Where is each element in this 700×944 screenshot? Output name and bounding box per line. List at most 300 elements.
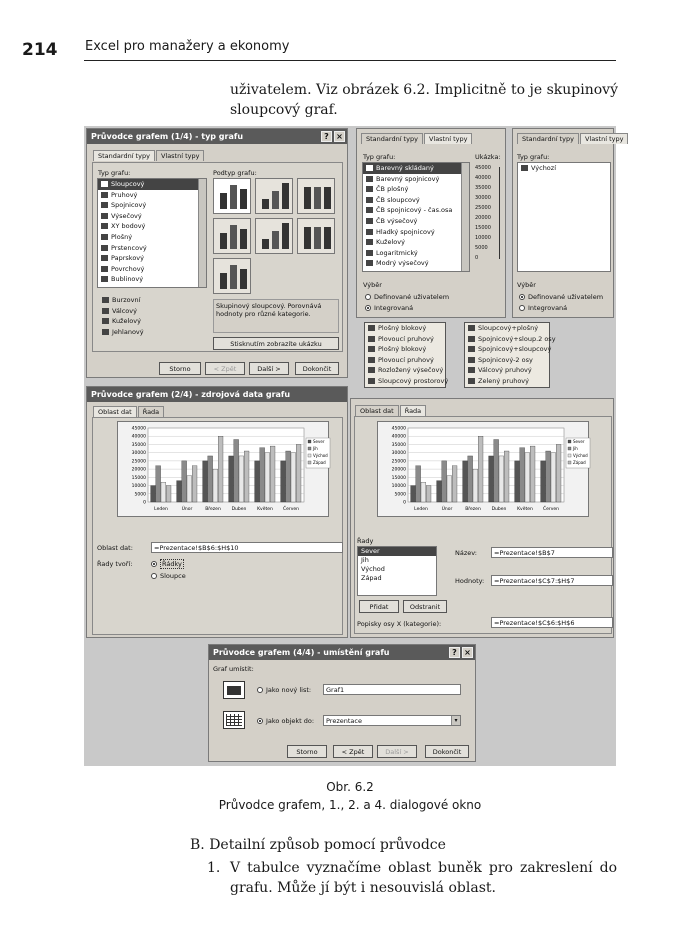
sample-axis bbox=[475, 165, 505, 265]
series-list[interactable] bbox=[357, 546, 437, 596]
bar bbox=[244, 451, 249, 502]
list-item[interactable] bbox=[365, 365, 445, 376]
figure-caption-title: Obr. 6.2 bbox=[326, 780, 374, 794]
custom-types-panel bbox=[356, 128, 506, 318]
list-item-label: Spojnicový+sloupcový bbox=[478, 345, 552, 354]
y-tick-label: 30000 bbox=[391, 451, 406, 457]
chart-type-icon bbox=[368, 378, 375, 384]
y-tick-label: 30000 bbox=[131, 451, 146, 457]
subtype-option[interactable] bbox=[213, 258, 251, 294]
select-label: Výběr bbox=[517, 281, 536, 289]
list-item[interactable] bbox=[465, 376, 549, 387]
help-icon[interactable]: ? bbox=[449, 647, 460, 658]
list-item[interactable] bbox=[465, 334, 556, 345]
help-icon[interactable]: ? bbox=[321, 131, 332, 142]
dialog-step2-titlebar bbox=[87, 387, 347, 402]
subtype-option[interactable] bbox=[213, 218, 251, 254]
tab-standard-types[interactable]: Standardní typy bbox=[517, 133, 579, 144]
chart-type-icon bbox=[468, 346, 475, 352]
subtype-bar bbox=[314, 227, 321, 249]
subtype-bar bbox=[282, 183, 289, 209]
chart-type-icon bbox=[468, 367, 475, 373]
chart-type-icon bbox=[366, 218, 373, 224]
bar bbox=[447, 476, 452, 502]
list-item[interactable] bbox=[99, 306, 144, 317]
list-item-label: Burzovní bbox=[112, 296, 141, 304]
list-item[interactable] bbox=[98, 243, 206, 254]
list-item-label: Plovoucí pruhový bbox=[378, 334, 434, 343]
list-item[interactable] bbox=[98, 253, 206, 264]
chart-type-icon bbox=[368, 325, 375, 331]
list-item-label: Kuželový bbox=[112, 317, 141, 326]
bar bbox=[489, 456, 494, 502]
bar bbox=[426, 486, 431, 502]
bar bbox=[192, 466, 197, 502]
list-item-label: Barevný spojnicový bbox=[376, 174, 440, 183]
page-number: 214 bbox=[22, 40, 58, 60]
axis-tick-label: 10000 bbox=[475, 235, 491, 241]
dialog-step1 bbox=[86, 128, 348, 378]
option-object[interactable] bbox=[257, 717, 314, 725]
series-values-label: Hodnoty: bbox=[455, 577, 485, 585]
dialog-step1-title: Průvodce grafem (1/4) - typ grafu bbox=[91, 132, 244, 141]
bar bbox=[473, 469, 478, 502]
chart-preview bbox=[117, 421, 329, 517]
option-rows-label: Řádky bbox=[162, 560, 182, 568]
chart-type-icon bbox=[366, 260, 373, 266]
figure-6-2 bbox=[84, 126, 624, 766]
chart-type-icon bbox=[101, 181, 108, 187]
list-item[interactable] bbox=[465, 365, 549, 376]
chart-type-icon bbox=[366, 176, 373, 182]
legend-label: Západ bbox=[313, 460, 326, 465]
bar bbox=[291, 453, 296, 502]
subtype-bar bbox=[220, 233, 227, 249]
chart-type-icon bbox=[368, 367, 375, 373]
subtype-bar bbox=[230, 185, 237, 209]
series-name-field[interactable] bbox=[491, 547, 613, 558]
subtype-bar bbox=[262, 199, 269, 209]
step-number: 1. bbox=[207, 860, 221, 876]
chart-type-icon bbox=[368, 357, 375, 363]
object-sheet-select[interactable] bbox=[323, 715, 461, 726]
chart-type-icon bbox=[101, 255, 108, 261]
list-item[interactable] bbox=[98, 190, 206, 201]
list-item-label: Bublinový bbox=[111, 275, 144, 284]
list-item[interactable] bbox=[363, 184, 469, 195]
list-item-label: Jehlanový bbox=[112, 327, 144, 336]
axis-tick-label: 30000 bbox=[475, 195, 491, 201]
chart-type-scrollbar[interactable] bbox=[198, 179, 206, 287]
subtype-bar bbox=[282, 223, 289, 249]
bar bbox=[463, 461, 468, 502]
x-tick-label: Květen bbox=[517, 507, 533, 512]
finish-button[interactable]: Dokončit bbox=[295, 362, 339, 375]
y-tick-label: 25000 bbox=[131, 459, 146, 465]
dialog-step2-series bbox=[350, 398, 614, 638]
x-tick-label: Červen bbox=[542, 507, 560, 512]
y-tick-label: 45000 bbox=[391, 426, 406, 432]
y-tick-label: 0 bbox=[403, 500, 406, 506]
bar bbox=[452, 466, 457, 502]
chart-type-icon bbox=[101, 223, 108, 229]
dialog-step4 bbox=[208, 644, 476, 762]
x-tick-label: Březen bbox=[205, 507, 221, 512]
chart-type-icon bbox=[366, 229, 373, 235]
next-button[interactable]: Další > bbox=[249, 362, 289, 375]
back-button[interactable]: < Zpět bbox=[333, 745, 373, 758]
series-label: Řady bbox=[357, 537, 374, 545]
tab-data-range[interactable]: Oblast dat bbox=[93, 406, 137, 417]
legend-label: Západ bbox=[573, 460, 586, 465]
list-item[interactable] bbox=[99, 295, 144, 306]
series-name-value: =Prezentace!$B$7 bbox=[494, 549, 555, 557]
list-item-label: Logaritmický bbox=[376, 248, 418, 257]
subtype-bar bbox=[314, 187, 321, 209]
list-item-label: ČB plošný bbox=[376, 185, 409, 194]
dialog-step2 bbox=[86, 386, 348, 638]
object-sheet-value: Prezentace bbox=[326, 717, 362, 725]
list-item-label: Paprskový bbox=[111, 254, 144, 263]
legend-swatch bbox=[308, 454, 311, 457]
list-item[interactable]: Jih bbox=[361, 556, 369, 564]
option-user-defined[interactable] bbox=[365, 293, 449, 301]
bar bbox=[478, 436, 483, 502]
chart-type-icon bbox=[368, 336, 375, 342]
back-button[interactable]: < Zpět bbox=[205, 362, 245, 375]
radio-icon bbox=[257, 718, 263, 724]
list-item[interactable] bbox=[98, 200, 206, 211]
new-sheet-icon bbox=[223, 681, 245, 699]
legend-swatch bbox=[568, 440, 571, 443]
tab-custom-types[interactable]: Vlastní typy bbox=[424, 133, 473, 144]
bar bbox=[177, 481, 182, 502]
bar bbox=[286, 451, 291, 502]
option-columns[interactable] bbox=[151, 572, 186, 580]
list-item-label: Pruhový bbox=[111, 190, 138, 199]
bar bbox=[265, 453, 270, 502]
y-tick-label: 10000 bbox=[391, 484, 406, 490]
close-icon[interactable]: × bbox=[334, 131, 345, 142]
list-item-label: Povrchový bbox=[111, 264, 145, 273]
list-item[interactable] bbox=[99, 327, 144, 338]
chart-type-icon bbox=[468, 336, 475, 342]
tab-series[interactable]: Řada bbox=[138, 406, 164, 417]
list-item[interactable] bbox=[98, 211, 206, 222]
y-tick-label: 20000 bbox=[131, 467, 146, 473]
list-item-label: Barevný skládaný bbox=[376, 164, 434, 172]
bar bbox=[281, 461, 286, 502]
chart-type-icon bbox=[366, 250, 373, 256]
bar bbox=[255, 461, 260, 502]
bar bbox=[530, 446, 535, 502]
list-item-label: Spojnicový bbox=[111, 201, 147, 210]
bar bbox=[504, 451, 509, 502]
subtype-bar bbox=[220, 193, 227, 209]
legend-label: Východ bbox=[313, 453, 328, 458]
list-item[interactable] bbox=[363, 195, 469, 206]
bar bbox=[156, 466, 161, 502]
cancel-button[interactable]: Storno bbox=[287, 745, 327, 758]
subtype-bar bbox=[262, 239, 269, 249]
data-range-label: Oblast dat: bbox=[97, 544, 133, 552]
chevron-down-icon[interactable]: ▾ bbox=[451, 716, 460, 725]
legend-swatch bbox=[308, 447, 311, 450]
bar bbox=[166, 486, 171, 502]
list-item-label: ČB spojnicový - čas.osa bbox=[376, 206, 453, 215]
bar bbox=[515, 461, 520, 502]
bar bbox=[260, 448, 265, 502]
list-item-label: Sloupcový bbox=[111, 180, 145, 188]
subtype-description-text: Skupinový sloupcový. Porovnává hodnoty pro různé kategorie. bbox=[216, 302, 322, 318]
chart-svg bbox=[118, 422, 330, 518]
legend-label: Východ bbox=[573, 453, 588, 458]
list-item-label: Modrý výsečový bbox=[376, 259, 429, 268]
list-item-label: ČB výsečový bbox=[376, 216, 418, 225]
chart-svg bbox=[378, 422, 590, 518]
x-tick-label: Leden bbox=[154, 507, 168, 512]
x-tick-label: Únor bbox=[441, 507, 453, 512]
close-icon[interactable]: × bbox=[462, 647, 473, 658]
bar bbox=[161, 482, 166, 502]
list-item-label: Plošný blokový bbox=[378, 324, 427, 332]
option-new-sheet[interactable] bbox=[257, 686, 311, 694]
section-heading: B. Detailní způsob pomocí průvodce bbox=[190, 837, 446, 853]
y-tick-label: 35000 bbox=[391, 442, 406, 448]
list-item-label: Válcový pruhový bbox=[478, 366, 532, 375]
bar bbox=[416, 466, 421, 502]
chart-type-icon bbox=[366, 186, 373, 192]
category-labels-value: =Prezentace!$C$6:$H$6 bbox=[494, 619, 575, 627]
list-item[interactable] bbox=[365, 334, 445, 345]
tab-series[interactable]: Řada bbox=[400, 405, 426, 416]
tab-standard-types[interactable]: Standardní typy bbox=[361, 133, 423, 144]
list-item-label: ČB sloupcový bbox=[376, 195, 420, 204]
preview-button[interactable]: Stisknutím zobrazíte ukázku bbox=[213, 337, 339, 350]
axis-tick-label: 20000 bbox=[475, 215, 491, 221]
axis-line bbox=[499, 167, 500, 259]
subtype-option[interactable] bbox=[297, 178, 335, 214]
bar bbox=[556, 444, 561, 502]
sample-label: Ukázka: bbox=[475, 153, 501, 161]
list-item[interactable] bbox=[99, 316, 144, 327]
bar bbox=[234, 440, 239, 502]
tab-custom-types[interactable]: Vlastní typy bbox=[580, 133, 629, 144]
legend-label: Jih bbox=[573, 446, 578, 451]
chart-type-icon bbox=[366, 165, 373, 171]
select-label: Výběr bbox=[363, 281, 382, 289]
placement-group-label: Graf umístit: bbox=[213, 665, 254, 673]
chart-type-icon bbox=[368, 346, 375, 352]
list-item-label: Válcový bbox=[112, 306, 137, 315]
tab-data-range[interactable]: Oblast dat bbox=[355, 405, 399, 416]
subtype-bar bbox=[272, 231, 279, 249]
chart-type-icon bbox=[101, 234, 108, 240]
custom-types-panel-2 bbox=[512, 128, 624, 318]
list-item[interactable] bbox=[365, 323, 445, 334]
bar bbox=[187, 476, 192, 502]
finish-button[interactable]: Dokončit bbox=[425, 745, 469, 758]
axis-tick-label: 0 bbox=[475, 255, 479, 261]
list-item[interactable]: Sever bbox=[358, 547, 436, 556]
bar bbox=[494, 440, 499, 502]
list-item[interactable] bbox=[518, 163, 610, 174]
legend-swatch bbox=[568, 447, 571, 450]
y-tick-label: 40000 bbox=[391, 434, 406, 440]
y-tick-label: 5000 bbox=[134, 492, 146, 498]
bar bbox=[151, 486, 156, 502]
chart-type-list[interactable] bbox=[97, 178, 207, 288]
popup-list-1 bbox=[364, 322, 449, 388]
x-tick-label: Květen bbox=[257, 507, 273, 512]
new-sheet-name-field[interactable] bbox=[323, 684, 461, 695]
bar bbox=[270, 446, 275, 502]
figure-caption-subtitle: Průvodce grafem, 1., 2. a 4. dialogové okno bbox=[218, 798, 482, 812]
legend-swatch bbox=[308, 461, 311, 464]
option-rows[interactable] bbox=[151, 560, 184, 568]
legend-swatch bbox=[568, 461, 571, 464]
list-item[interactable]: Západ bbox=[361, 574, 382, 582]
list-item[interactable] bbox=[465, 344, 552, 355]
bar bbox=[239, 456, 244, 502]
intro-paragraph: uživatelem. Viz obrázek 6.2. Implicitně to je skupinový sloupcový graf. bbox=[230, 82, 618, 118]
list-item[interactable] bbox=[363, 205, 469, 216]
bar bbox=[296, 444, 301, 502]
list-item-label: Zelený pruhový bbox=[478, 376, 529, 385]
object-sheet-icon bbox=[223, 711, 245, 729]
dialog-step1-titlebar bbox=[87, 129, 347, 144]
subtype-bar bbox=[220, 273, 227, 289]
cancel-button[interactable]: Storno bbox=[159, 362, 201, 375]
custom-type-scrollbar[interactable] bbox=[461, 163, 469, 271]
list-item[interactable] bbox=[465, 323, 549, 334]
list-item[interactable] bbox=[98, 221, 206, 232]
axis-tick-label: 5000 bbox=[475, 245, 488, 251]
list-item-label: Spojnicový-2 osy bbox=[478, 355, 533, 364]
dialog-step4-title: Průvodce grafem (4/4) - umístění grafu bbox=[213, 648, 390, 657]
bar bbox=[551, 453, 556, 502]
category-labels-label: Popisky osy X (kategorie): bbox=[357, 620, 442, 628]
chart-preview bbox=[377, 421, 589, 517]
bar bbox=[437, 481, 442, 502]
list-item-label: Plošný bbox=[111, 232, 133, 241]
tab-standard-types[interactable]: Standardní typy bbox=[93, 150, 155, 161]
option-object-label: Jako objekt do: bbox=[266, 717, 315, 725]
bar bbox=[213, 469, 218, 502]
chart-type-icon bbox=[101, 276, 108, 282]
custom-type-list-2[interactable] bbox=[517, 162, 611, 272]
y-tick-label: 20000 bbox=[391, 467, 406, 473]
list-item-label: Rozložený výsečový bbox=[378, 366, 444, 375]
popup-list-2 bbox=[464, 322, 556, 388]
chart-type-icon bbox=[366, 197, 373, 203]
subtype-option[interactable] bbox=[213, 178, 251, 214]
series-name-label: Název: bbox=[455, 549, 477, 557]
subtype-label: Podtyp grafu: bbox=[213, 169, 257, 177]
list-item[interactable] bbox=[98, 274, 206, 285]
list-item[interactable] bbox=[363, 237, 469, 248]
list-item[interactable] bbox=[365, 355, 445, 366]
option-builtin-label: Integrovaná bbox=[374, 304, 414, 312]
bar bbox=[229, 456, 234, 502]
dialog-step4-titlebar bbox=[209, 645, 475, 660]
category-labels-field[interactable] bbox=[491, 617, 613, 628]
list-item[interactable] bbox=[363, 163, 469, 174]
list-item[interactable] bbox=[465, 355, 549, 366]
radio-icon bbox=[519, 305, 525, 311]
bar bbox=[520, 448, 525, 502]
x-tick-label: Březen bbox=[465, 507, 481, 512]
axis-tick-label: 25000 bbox=[475, 205, 491, 211]
next-button[interactable]: Další > bbox=[377, 745, 417, 758]
data-range-field[interactable] bbox=[151, 542, 343, 553]
bar bbox=[468, 456, 473, 502]
type-label: Typ grafu: bbox=[363, 153, 396, 161]
option-user-defined[interactable] bbox=[519, 293, 603, 301]
y-tick-label: 15000 bbox=[391, 475, 406, 481]
bar bbox=[499, 456, 504, 502]
chart-type-icon bbox=[468, 357, 475, 363]
custom-type-list[interactable] bbox=[362, 162, 470, 272]
subtype-option[interactable] bbox=[255, 178, 293, 214]
list-item[interactable] bbox=[363, 248, 469, 259]
subtype-option[interactable] bbox=[255, 218, 293, 254]
bar bbox=[421, 482, 426, 502]
bar bbox=[442, 461, 447, 502]
list-item-label: Spojnicový+sloup.2 osy bbox=[478, 334, 556, 343]
axis-tick-label: 45000 bbox=[475, 165, 491, 171]
subtype-option[interactable] bbox=[297, 218, 335, 254]
list-item[interactable] bbox=[365, 344, 445, 355]
list-item[interactable] bbox=[363, 227, 469, 238]
radio-icon bbox=[151, 573, 157, 579]
add-series-button[interactable]: Přidat bbox=[359, 600, 399, 613]
bar bbox=[203, 461, 208, 502]
list-item[interactable] bbox=[363, 174, 469, 185]
chart-type-icon bbox=[101, 245, 108, 251]
radio-icon bbox=[365, 294, 371, 300]
option-builtin[interactable] bbox=[365, 304, 413, 312]
list-item[interactable] bbox=[98, 264, 206, 275]
step-text: V tabulce vyznačíme oblast buněk pro zakreslení do grafu. Může jí být i nesouvislá oblast. bbox=[230, 860, 617, 896]
chart-type-icon bbox=[101, 213, 108, 219]
data-range-value: =Prezentace!$B$6:$H$10 bbox=[154, 544, 239, 552]
legend-swatch bbox=[308, 440, 311, 443]
list-item[interactable] bbox=[98, 232, 206, 243]
list-item[interactable] bbox=[365, 376, 449, 387]
list-item[interactable] bbox=[363, 258, 469, 269]
list-item-label: Prstencový bbox=[111, 243, 147, 252]
chart-type-icon bbox=[521, 165, 528, 171]
legend-label: Sever bbox=[573, 439, 585, 444]
x-tick-label: Duben bbox=[231, 507, 247, 512]
option-builtin[interactable] bbox=[519, 304, 567, 312]
tab-custom-types[interactable]: Vlastní typy bbox=[156, 150, 205, 161]
list-item[interactable]: Východ bbox=[361, 565, 385, 573]
chart-type-icon bbox=[102, 318, 109, 324]
list-item[interactable] bbox=[98, 179, 206, 190]
bar bbox=[546, 451, 551, 502]
legend-swatch bbox=[568, 454, 571, 457]
bar bbox=[411, 486, 416, 502]
option-new-sheet-label: Jako nový list: bbox=[266, 686, 312, 694]
list-item[interactable] bbox=[363, 216, 469, 227]
new-sheet-name-value: Graf1 bbox=[326, 686, 345, 694]
remove-series-button[interactable]: Odstranit bbox=[403, 600, 447, 613]
chart-type-icon bbox=[366, 207, 373, 213]
series-values-field[interactable] bbox=[491, 575, 613, 586]
x-tick-label: Červen bbox=[282, 507, 300, 512]
